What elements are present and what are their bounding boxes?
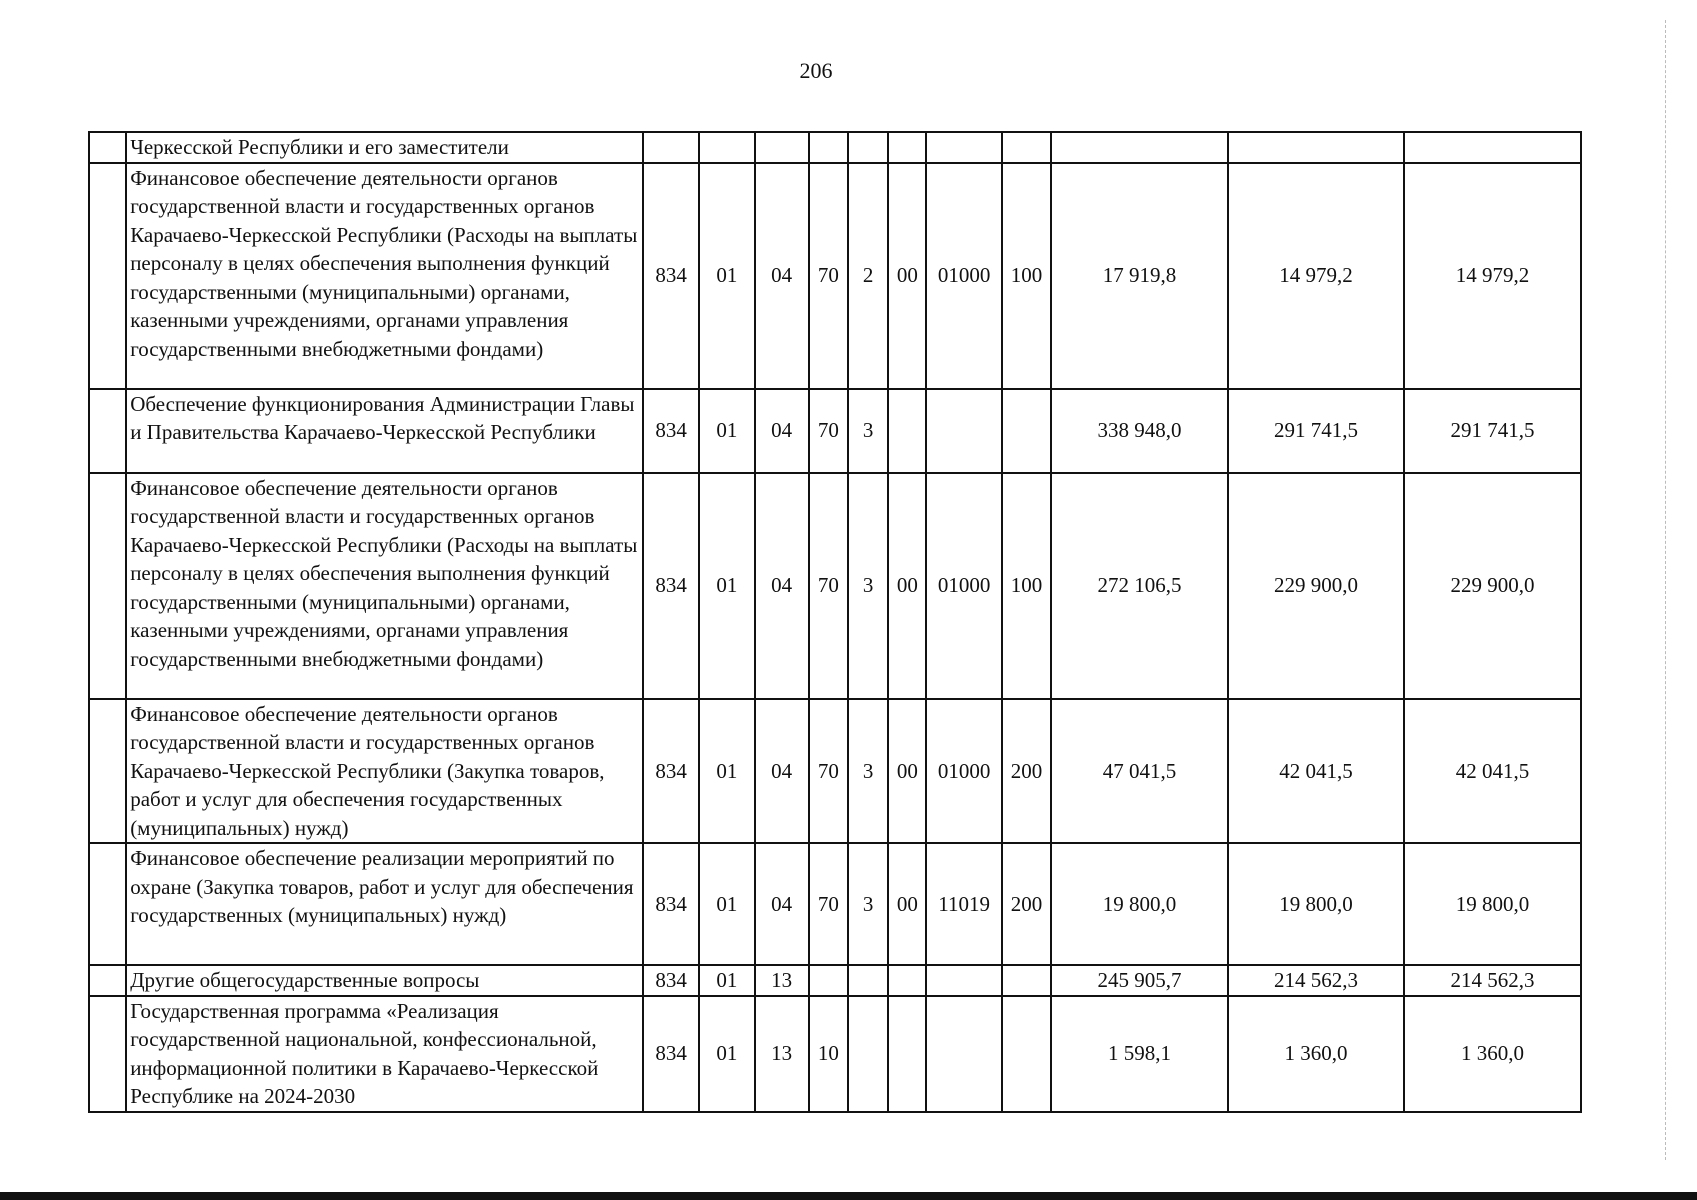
description-cell: Другие общегосударственные вопросы [126,965,643,996]
expense-type-code-cell [1002,389,1051,473]
subprogram-code-cell [848,132,888,163]
section-code-cell [699,132,754,163]
subsection-code-cell: 13 [755,996,809,1112]
page-number: 206 [799,58,833,83]
amount-2025-cell: 229 900,0 [1228,473,1404,699]
direction-code-cell: 01000 [926,473,1001,699]
expense-type-code-cell: 100 [1002,163,1051,389]
event-code-cell [888,996,926,1112]
subprogram-code-cell: 3 [848,389,888,473]
program-code-cell: 70 [809,473,848,699]
table-row [89,389,1581,473]
subprogram-code-cell: 3 [848,843,888,965]
expense-type-code-cell [1002,996,1051,1112]
amount-2026-cell: 14 979,2 [1404,163,1581,389]
table-row [89,473,1581,699]
description-cell: Финансовое обеспечение деятельности органов государственной власти и государственных органов Карачаево-Черкесской Республики (Закупка товаров, работ и услуг для обеспечения государственных (муниципальных) нужд) [126,699,643,844]
expense-type-code-cell: 200 [1002,843,1051,965]
table-row [89,163,1581,389]
row-number-cell [89,163,126,389]
amount-2024-cell: 17 919,8 [1051,163,1228,389]
subsection-code-cell: 04 [755,163,809,389]
row-number-cell [89,965,126,996]
subsection-code-cell: 04 [755,699,809,844]
program-code-cell: 10 [809,996,848,1112]
section-code-cell: 01 [699,843,754,965]
table-row [89,132,1581,163]
expense-type-code-cell: 100 [1002,473,1051,699]
amount-2026-cell: 214 562,3 [1404,965,1581,996]
subprogram-code-cell: 3 [848,699,888,844]
row-number-cell [89,996,126,1112]
program-code-cell: 70 [809,843,848,965]
direction-code-cell [926,132,1001,163]
subsection-code-cell: 04 [755,843,809,965]
program-code-cell: 70 [809,389,848,473]
event-code-cell [888,965,926,996]
description-cell: Обеспечение функционирования Администрации Главы и Правительства Карачаево-Черкесской Республики [126,389,643,473]
direction-code-cell: 01000 [926,699,1001,844]
ministry-code-cell: 834 [643,473,699,699]
ministry-code-cell: 834 [643,389,699,473]
description-cell: Финансовое обеспечение деятельности органов государственной власти и государственных органов Карачаево-Черкесской Республики (Расходы на выплаты персоналу в целях обеспечения выполнения функций государственными (муниципальными) органами, казенными учреждениями, органами управления государственными внебюджетными фондами) [126,473,643,699]
table-row [89,843,1581,965]
amount-2025-cell: 14 979,2 [1228,163,1404,389]
subsection-code-cell: 13 [755,965,809,996]
expense-type-code-cell: 200 [1002,699,1051,844]
amount-2024-cell: 1 598,1 [1051,996,1228,1112]
section-code-cell: 01 [699,163,754,389]
section-code-cell: 01 [699,699,754,844]
subsection-code-cell [755,132,809,163]
amount-2026-cell: 291 741,5 [1404,389,1581,473]
amount-2025-cell: 19 800,0 [1228,843,1404,965]
subprogram-code-cell [848,965,888,996]
direction-code-cell [926,996,1001,1112]
amount-2024-cell: 19 800,0 [1051,843,1228,965]
ministry-code-cell: 834 [643,699,699,844]
ministry-code-cell [643,132,699,163]
amount-2025-cell [1228,132,1404,163]
amount-2024-cell: 245 905,7 [1051,965,1228,996]
budget-table [88,131,1582,1113]
amount-2026-cell [1404,132,1581,163]
section-code-cell: 01 [699,473,754,699]
ministry-code-cell: 834 [643,965,699,996]
subsection-code-cell: 04 [755,473,809,699]
scan-edge-mark [1665,20,1667,1160]
ministry-code-cell: 834 [643,163,699,389]
event-code-cell [888,389,926,473]
amount-2024-cell: 47 041,5 [1051,699,1228,844]
table-row [89,699,1581,844]
expense-type-code-cell [1002,965,1051,996]
amount-2026-cell: 1 360,0 [1404,996,1581,1112]
program-code-cell: 70 [809,163,848,389]
event-code-cell [888,132,926,163]
description-cell: Черкесской Республики и его заместители [126,132,643,163]
amount-2025-cell: 291 741,5 [1228,389,1404,473]
description-cell: Финансовое обеспечение деятельности органов государственной власти и государственных органов Карачаево-Черкесской Республики (Расходы на выплаты персоналу в целях обеспечения выполнения функций государственными (муниципальными) органами, казенными учреждениями, органами управления государственными внебюджетными фондами) [126,163,643,389]
amount-2026-cell: 229 900,0 [1404,473,1581,699]
description-cell: Государственная программа «Реализация государственной национальной, конфессиональной, информационной политики в Карачаево-Черкесской Республике на 2024-2030 [126,996,643,1112]
subprogram-code-cell: 3 [848,473,888,699]
description-cell: Финансовое обеспечение реализации мероприятий по охране (Закупка товаров, работ и услуг для обеспечения государственных (муниципальных) нужд) [126,843,643,965]
row-number-cell [89,843,126,965]
row-number-cell [89,699,126,844]
program-code-cell [809,965,848,996]
row-number-cell [89,389,126,473]
direction-code-cell: 11019 [926,843,1001,965]
amount-2024-cell: 338 948,0 [1051,389,1228,473]
direction-code-cell [926,965,1001,996]
row-number-cell [89,473,126,699]
amount-2024-cell [1051,132,1228,163]
section-code-cell: 01 [699,996,754,1112]
amount-2026-cell: 42 041,5 [1404,699,1581,844]
event-code-cell: 00 [888,163,926,389]
table-row [89,996,1581,1112]
program-code-cell [809,132,848,163]
table-body [89,132,1581,1112]
row-number-cell [89,132,126,163]
amount-2025-cell: 42 041,5 [1228,699,1404,844]
subprogram-code-cell [848,996,888,1112]
subsection-code-cell: 04 [755,389,809,473]
program-code-cell: 70 [809,699,848,844]
event-code-cell: 00 [888,473,926,699]
table-row [89,965,1581,996]
amount-2025-cell: 214 562,3 [1228,965,1404,996]
event-code-cell: 00 [888,699,926,844]
expense-type-code-cell [1002,132,1051,163]
amount-2026-cell: 19 800,0 [1404,843,1581,965]
subprogram-code-cell: 2 [848,163,888,389]
ministry-code-cell: 834 [643,843,699,965]
amount-2024-cell: 272 106,5 [1051,473,1228,699]
direction-code-cell: 01000 [926,163,1001,389]
section-code-cell: 01 [699,389,754,473]
event-code-cell: 00 [888,843,926,965]
section-code-cell: 01 [699,965,754,996]
ministry-code-cell: 834 [643,996,699,1112]
scan-bottom-border [0,1192,1697,1200]
amount-2025-cell: 1 360,0 [1228,996,1404,1112]
direction-code-cell [926,389,1001,473]
